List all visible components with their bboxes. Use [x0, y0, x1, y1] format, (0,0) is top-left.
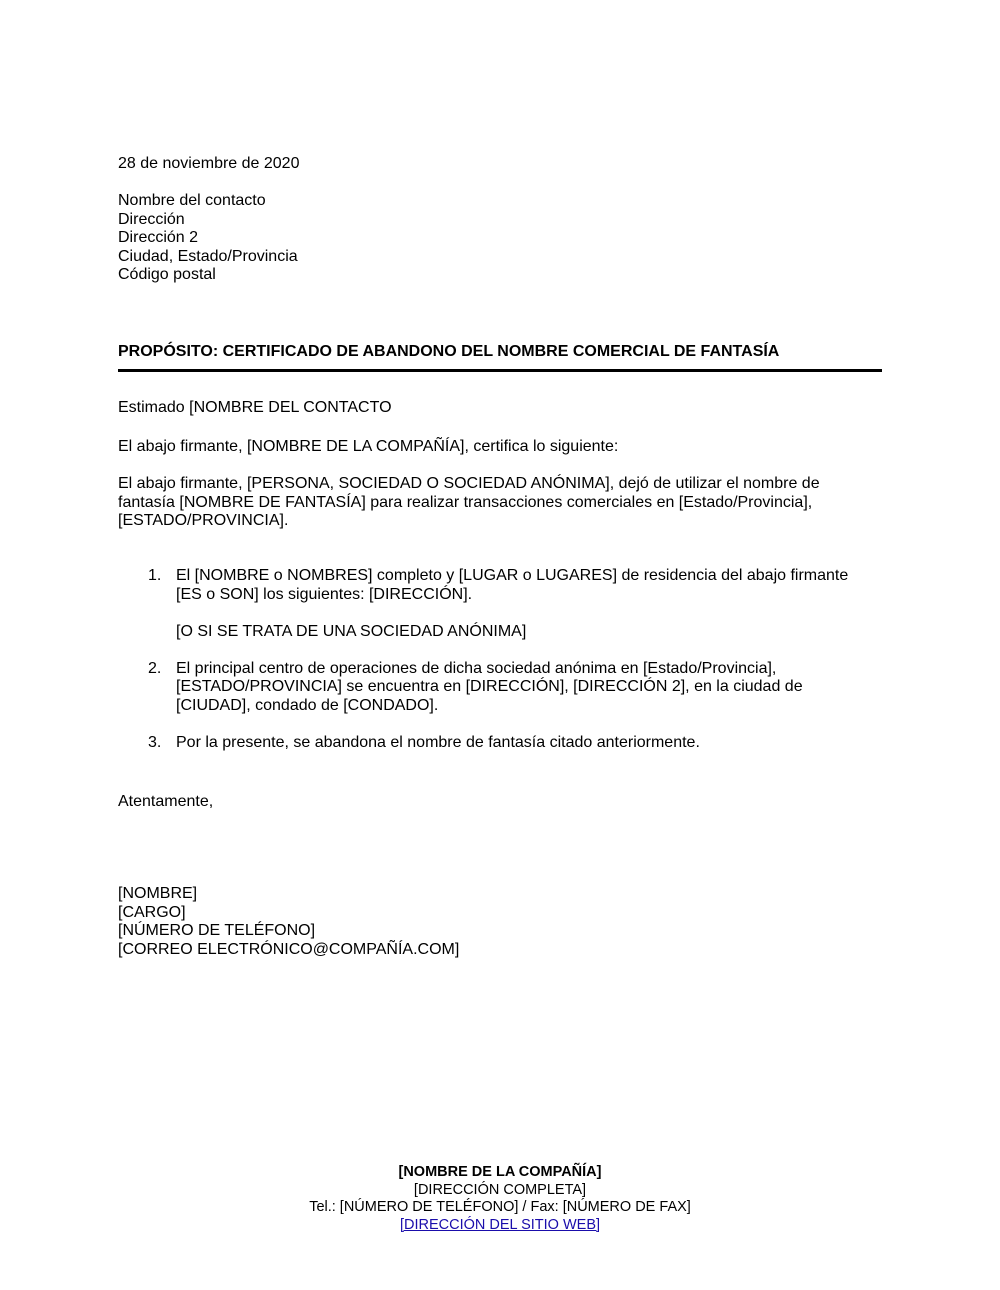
body-paragraph — [118, 475, 888, 531]
signature-block — [118, 885, 459, 959]
signer-email: [CORREO ELECTRÓNICO@COMPAÑÍA.COM] — [118, 940, 460, 958]
letter-date: 28 de noviembre de 2020 — [118, 155, 300, 172]
list-note: [O SI SE TRATA DE UNA SOCIEDAD ANÓNIMA] — [176, 622, 527, 640]
recipient-block — [118, 192, 298, 285]
list-line: Por la presente, se abandona el nombre de fantasía citado anteriormente. — [176, 733, 700, 751]
footer-contact: Tel.: [NÚMERO DE TELÉFONO] / Fax: [NÚMERO DE FAX] — [309, 1199, 691, 1215]
list-number: 3. — [148, 733, 162, 751]
list-number: 1. — [148, 567, 162, 584]
list-number: 2. — [148, 659, 162, 677]
signer-phone: [NÚMERO DE TELÉFONO] — [118, 922, 316, 939]
footer-website-link[interactable]: [DIRECCIÓN DEL SITIO WEB] — [399, 1216, 601, 1233]
subject-heading: PROPÓSITO: CERTIFICADO DE ABANDONO DEL NOMBRE COMERCIAL DE FANTASÍA — [118, 343, 780, 360]
footer-address: [DIRECCIÓN COMPLETA] — [413, 1181, 587, 1198]
page-footer — [0, 1164, 1000, 1234]
body-line: fantasía [NOMBRE DE FANTASÍA] para realizar transacciones comerciales en [Estado/Provincia], — [118, 493, 813, 511]
numbered-list — [118, 567, 888, 752]
list-line: [ESTADO/PROVINCIA] se encuentra en [DIRECCIÓN], [DIRECCIÓN 2], en la ciudad de — [176, 678, 803, 695]
greeting: Estimado [NOMBRE DEL CONTACTO — [118, 399, 392, 416]
list-item-2 — [118, 660, 888, 716]
list-line: El principal centro de operaciones de dicha sociedad anónima en [Estado/Provincia], — [176, 659, 777, 677]
body-line: El abajo firmante, [PERSONA, SOCIEDAD O SOCIEDAD ANÓNIMA], dejó de utilizar el nombre de — [118, 475, 820, 492]
footer-company-name: [NOMBRE DE LA COMPAÑÍA] — [398, 1164, 602, 1180]
recipient-name: Nombre del contacto — [118, 192, 266, 209]
list-line: [ES o SON] los siguientes: [DIRECCIÓN]. — [176, 585, 473, 603]
list-item-1 — [118, 567, 888, 641]
list-item-3 — [118, 734, 888, 753]
subject-divider — [118, 369, 882, 372]
body-line: [ESTADO/PROVINCIA]. — [118, 512, 289, 529]
signer-title: [CARGO] — [118, 903, 186, 921]
recipient-address: Dirección — [118, 210, 185, 228]
recipient-postal-code: Código postal — [118, 266, 216, 283]
list-line: [CIUDAD], condado de [CONDADO]. — [176, 696, 439, 714]
list-line: El [NOMBRE o NOMBRES] completo y [LUGAR o LUGARES] de residencia del abajo firmante — [176, 567, 849, 584]
intro-paragraph: El abajo firmante, [NOMBRE DE LA COMPAÑÍA], certifica lo siguiente: — [118, 438, 619, 455]
signer-name: [NOMBRE] — [118, 885, 198, 902]
recipient-address-2: Dirección 2 — [118, 229, 199, 246]
recipient-city-state: Ciudad, Estado/Provincia — [118, 247, 298, 265]
closing: Atentamente, — [118, 793, 214, 810]
